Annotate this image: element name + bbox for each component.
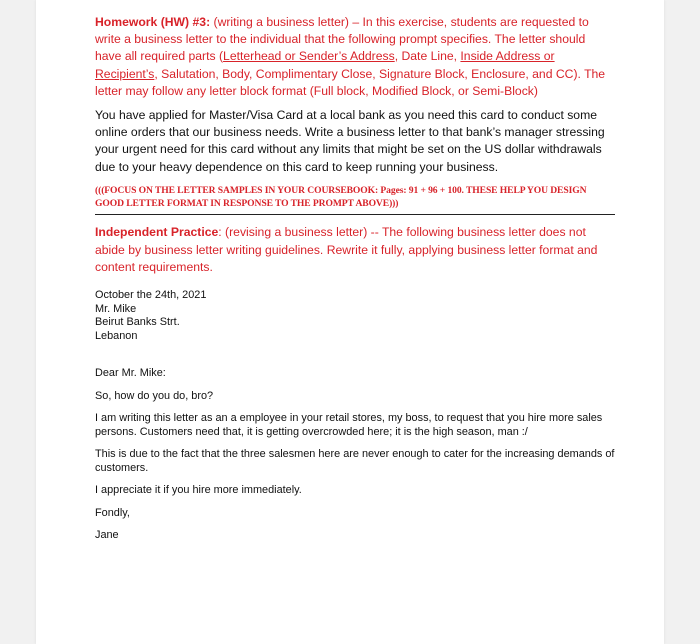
sample-letter	[95, 289, 615, 543]
document-content	[95, 14, 615, 543]
focus-note: (((FOCUS ON THE LETTER SAMPLES IN YOUR COURSEBOOK: Pages: 91 + 96 + 100. THESE HELP YOU DESIGN GOOD LETTER FORMAT IN RESPONSE TO THE PROMPT ABOVE)))	[95, 184, 615, 215]
homework-intro: (writing a business letter) – In this exercise, students are requested to write a business letter to the individual that the following prompt specifies. The letter should have all required parts (	[95, 15, 589, 64]
letter-paragraph: This is due to the fact that the three salesmen here are never enough to cater for the increasing demands of customers.	[95, 448, 615, 474]
homework-part-letterhead: Letterhead or Sender’s Address	[223, 49, 395, 64]
homework-part-inside-address: Inside Address or Recipient’s	[95, 49, 555, 81]
independent-text: (revising a business letter) -- The following business letter does not abide by business letter writing guidelines. Rewrite it fully, applying business letter format and content requirements.	[95, 225, 598, 274]
document-page	[36, 0, 664, 644]
independent-paragraph	[95, 224, 615, 276]
homework-rest: , Salutation, Body, Complimentary Close, Signature Block, Enclosure, and CC). The letter may follow any letter block format (Full block, Modified Block, or Semi-Block)	[95, 66, 606, 98]
letter-paragraph: I appreciate it if you hire more immediately.	[95, 484, 302, 497]
homework-colon: :	[206, 15, 211, 29]
letter-paragraph: So, how do you do, bro?	[95, 389, 214, 402]
prompt-paragraph: You have applied for Master/Visa Card at a local bank as you need this card to conduct some online orders that our business needs. Write a business letter to that bank’s manager stressing your urgent need for this card without any limits that might be set on the US dollar withdrawals due to your heavy dependence on this card to keep running your business.	[95, 108, 605, 174]
letter-salutation: Dear Mr. Mike:	[95, 367, 166, 380]
letter-paragraph: I am writing this letter as an a employee in your retail stores, my boss, to request that you hire more sales persons. Customers need that, it is getting overcrowded here; it is the high season, man :/	[95, 412, 603, 438]
independent-colon: :	[218, 225, 222, 240]
letter-address-line: Lebanon	[95, 329, 138, 342]
homework-paragraph	[95, 14, 615, 100]
homework-sep: , Date Line,	[394, 49, 461, 64]
letter-address-line: Beirut Banks Strt.	[95, 316, 180, 329]
letter-signature: Jane	[95, 529, 119, 542]
letter-closing: Fondly,	[95, 506, 130, 519]
letter-address-line: Mr. Mike	[95, 302, 137, 315]
letter-date: October the 24th, 2021	[95, 289, 207, 302]
independent-heading: Independent Practice	[95, 225, 219, 240]
homework-heading: Homework (HW) #3	[95, 15, 207, 29]
